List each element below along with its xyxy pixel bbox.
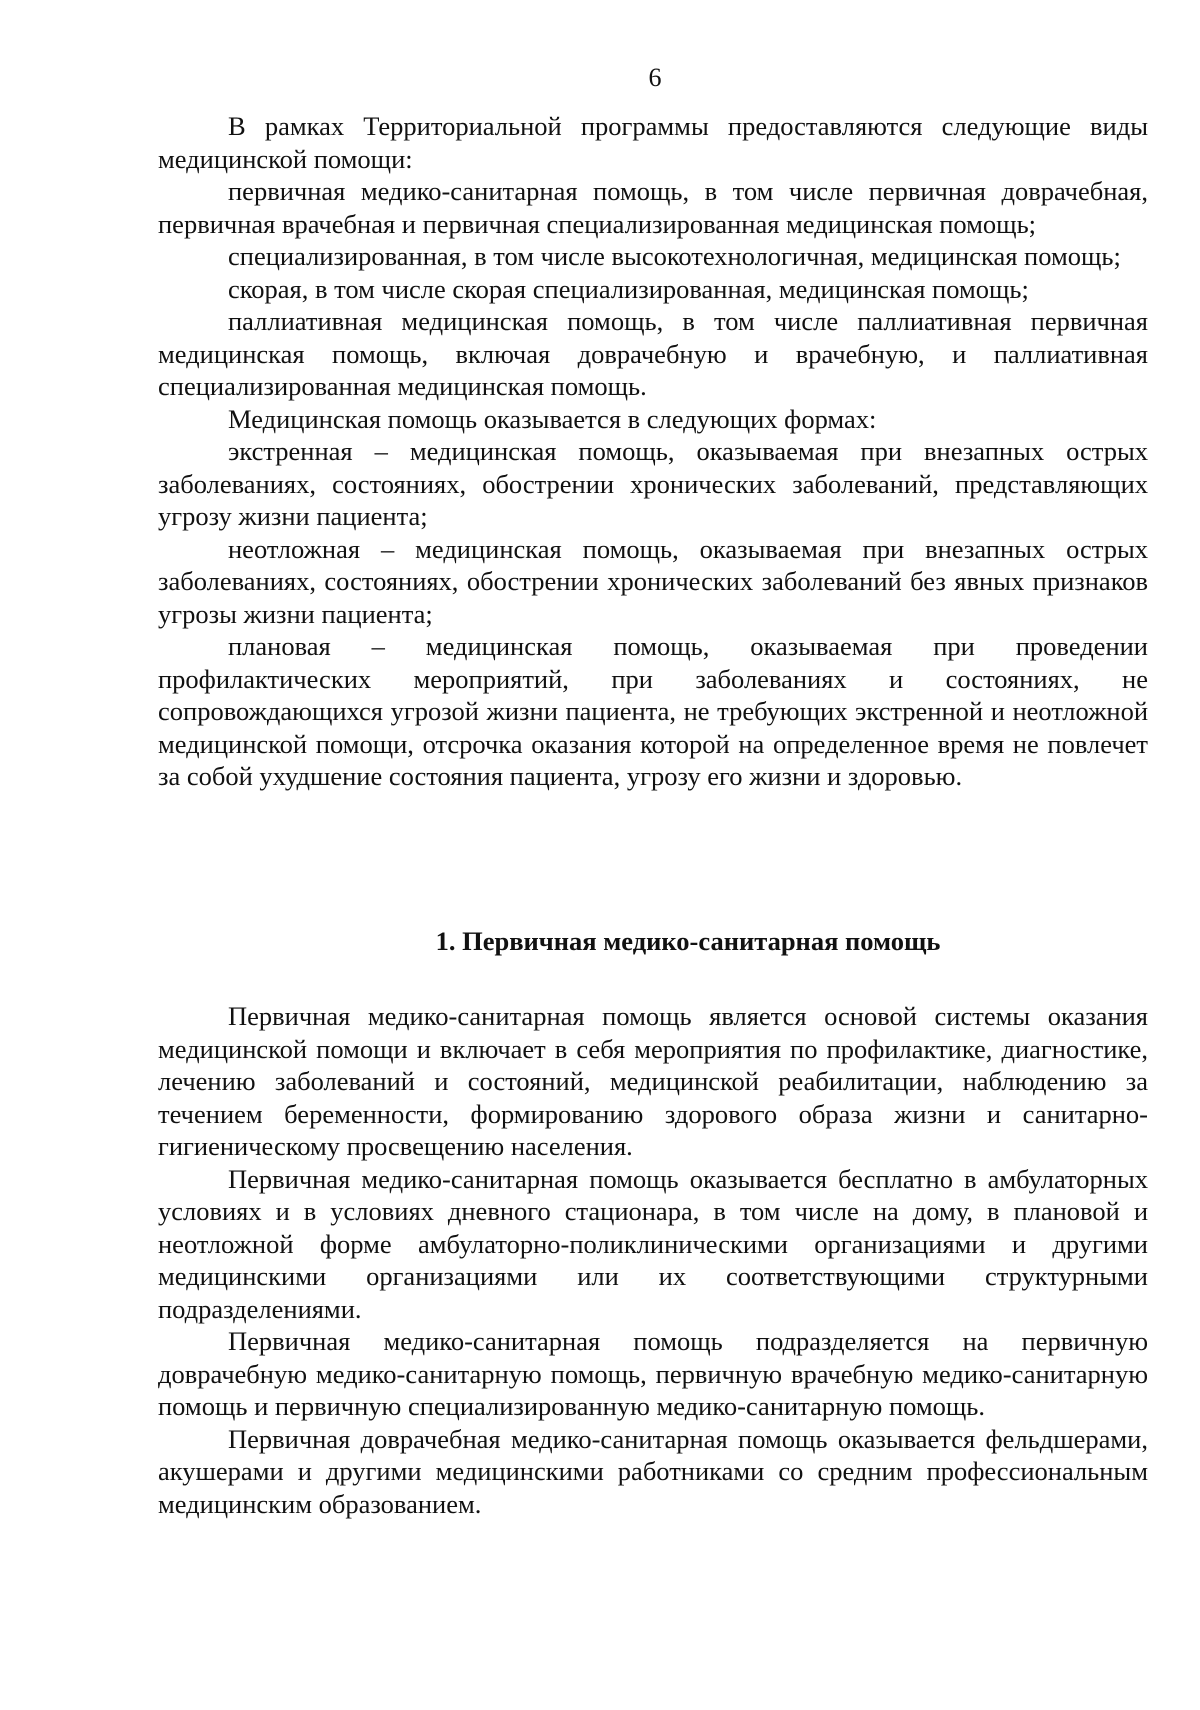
paragraph-intro-medical-care-types: В рамках Территориальной программы предоставляются следующие виды медицинской помощи:: [158, 111, 1148, 174]
section-heading: 1. Первичная медико-санитарная помощь: [435, 926, 941, 956]
paragraph-primary-care-subdivisions: Первичная медико-санитарная помощь подразделяется на первичную доврачебную медико-санитарную помощь, первичную врачебную медико-санитарную помощь и первичную специализированную медико-санитарную помощь.: [158, 1326, 1148, 1421]
paragraph-planned-form: плановая – медицинская помощь, оказываемая при проведении профилактических мероприятий, при заболеваниях и состояниях, не сопровождающихся угрозой жизни пациента, не требующих экстренной и неотложной медицинской помощи, отсрочка оказания которой на определенное время не повлечет за собой ухудшение состояния пациента, угрозу его жизни и здоровью.: [158, 631, 1148, 791]
paragraph-primary-care-free-of-charge: Первичная медико-санитарная помощь оказывается бесплатно в амбулаторных условиях и в условиях дневного стационара, в том числе на дому, в плановой и неотложной форме амбулаторно-поликлиническими организациями и другими медицинскими организациями или их соответствующими структурными подразделениями.: [158, 1163, 1148, 1324]
paragraph-specialized-care-item: специализированная, в том числе высокотехнологичная, медицинская помощь;: [228, 241, 1121, 271]
paragraph-palliative-care-item: паллиативная медицинская помощь, в том числе паллиативная первичная медицинская помощь, включая доврачебную и врачебную, и паллиативная специализированная медицинская помощь.: [158, 306, 1148, 401]
paragraph-emergency-care-item: скорая, в том числе скорая специализированная, медицинская помощь;: [228, 273, 1029, 304]
paragraph-primary-care-item: первичная медико-санитарная помощь, в том числе первичная доврачебная, первичная врачебная и первичная специализированная медицинская помощь;: [158, 176, 1148, 239]
intro-text-block: [158, 110, 1148, 793]
section-1-text-block: [158, 1000, 1148, 1520]
paragraph-non-urgent-form: неотложная – медицинская помощь, оказываемая при внезапных острых заболеваниях, состояниях, обострении хронических заболеваний без явных признаков угрозы жизни пациента;: [158, 533, 1148, 629]
paragraph-pre-medical-care: Первичная доврачебная медико-санитарная помощь оказывается фельдшерами, акушерами и другими медицинскими работниками со средним профессиональным медицинским образованием.: [158, 1423, 1148, 1519]
paragraph-urgent-form: экстренная – медицинская помощь, оказываемая при внезапных острых заболеваниях, состояниях, обострении хронических заболеваний, представляющих угрозу жизни пациента;: [158, 436, 1148, 531]
page-number: 6: [648, 63, 662, 92]
paragraph-primary-care-definition: Первичная медико-санитарная помощь является основой системы оказания медицинской помощи и включает в себя мероприятия по профилактике, диагностике, лечению заболеваний и состояний, медицинской реабилитации, наблюдению за течением беременности, формированию здорового образа жизни и санитарно-гигиеническому просвещению населения.: [158, 1001, 1148, 1161]
paragraph-care-forms-intro: Медицинская помощь оказывается в следующих формах:: [228, 403, 877, 434]
